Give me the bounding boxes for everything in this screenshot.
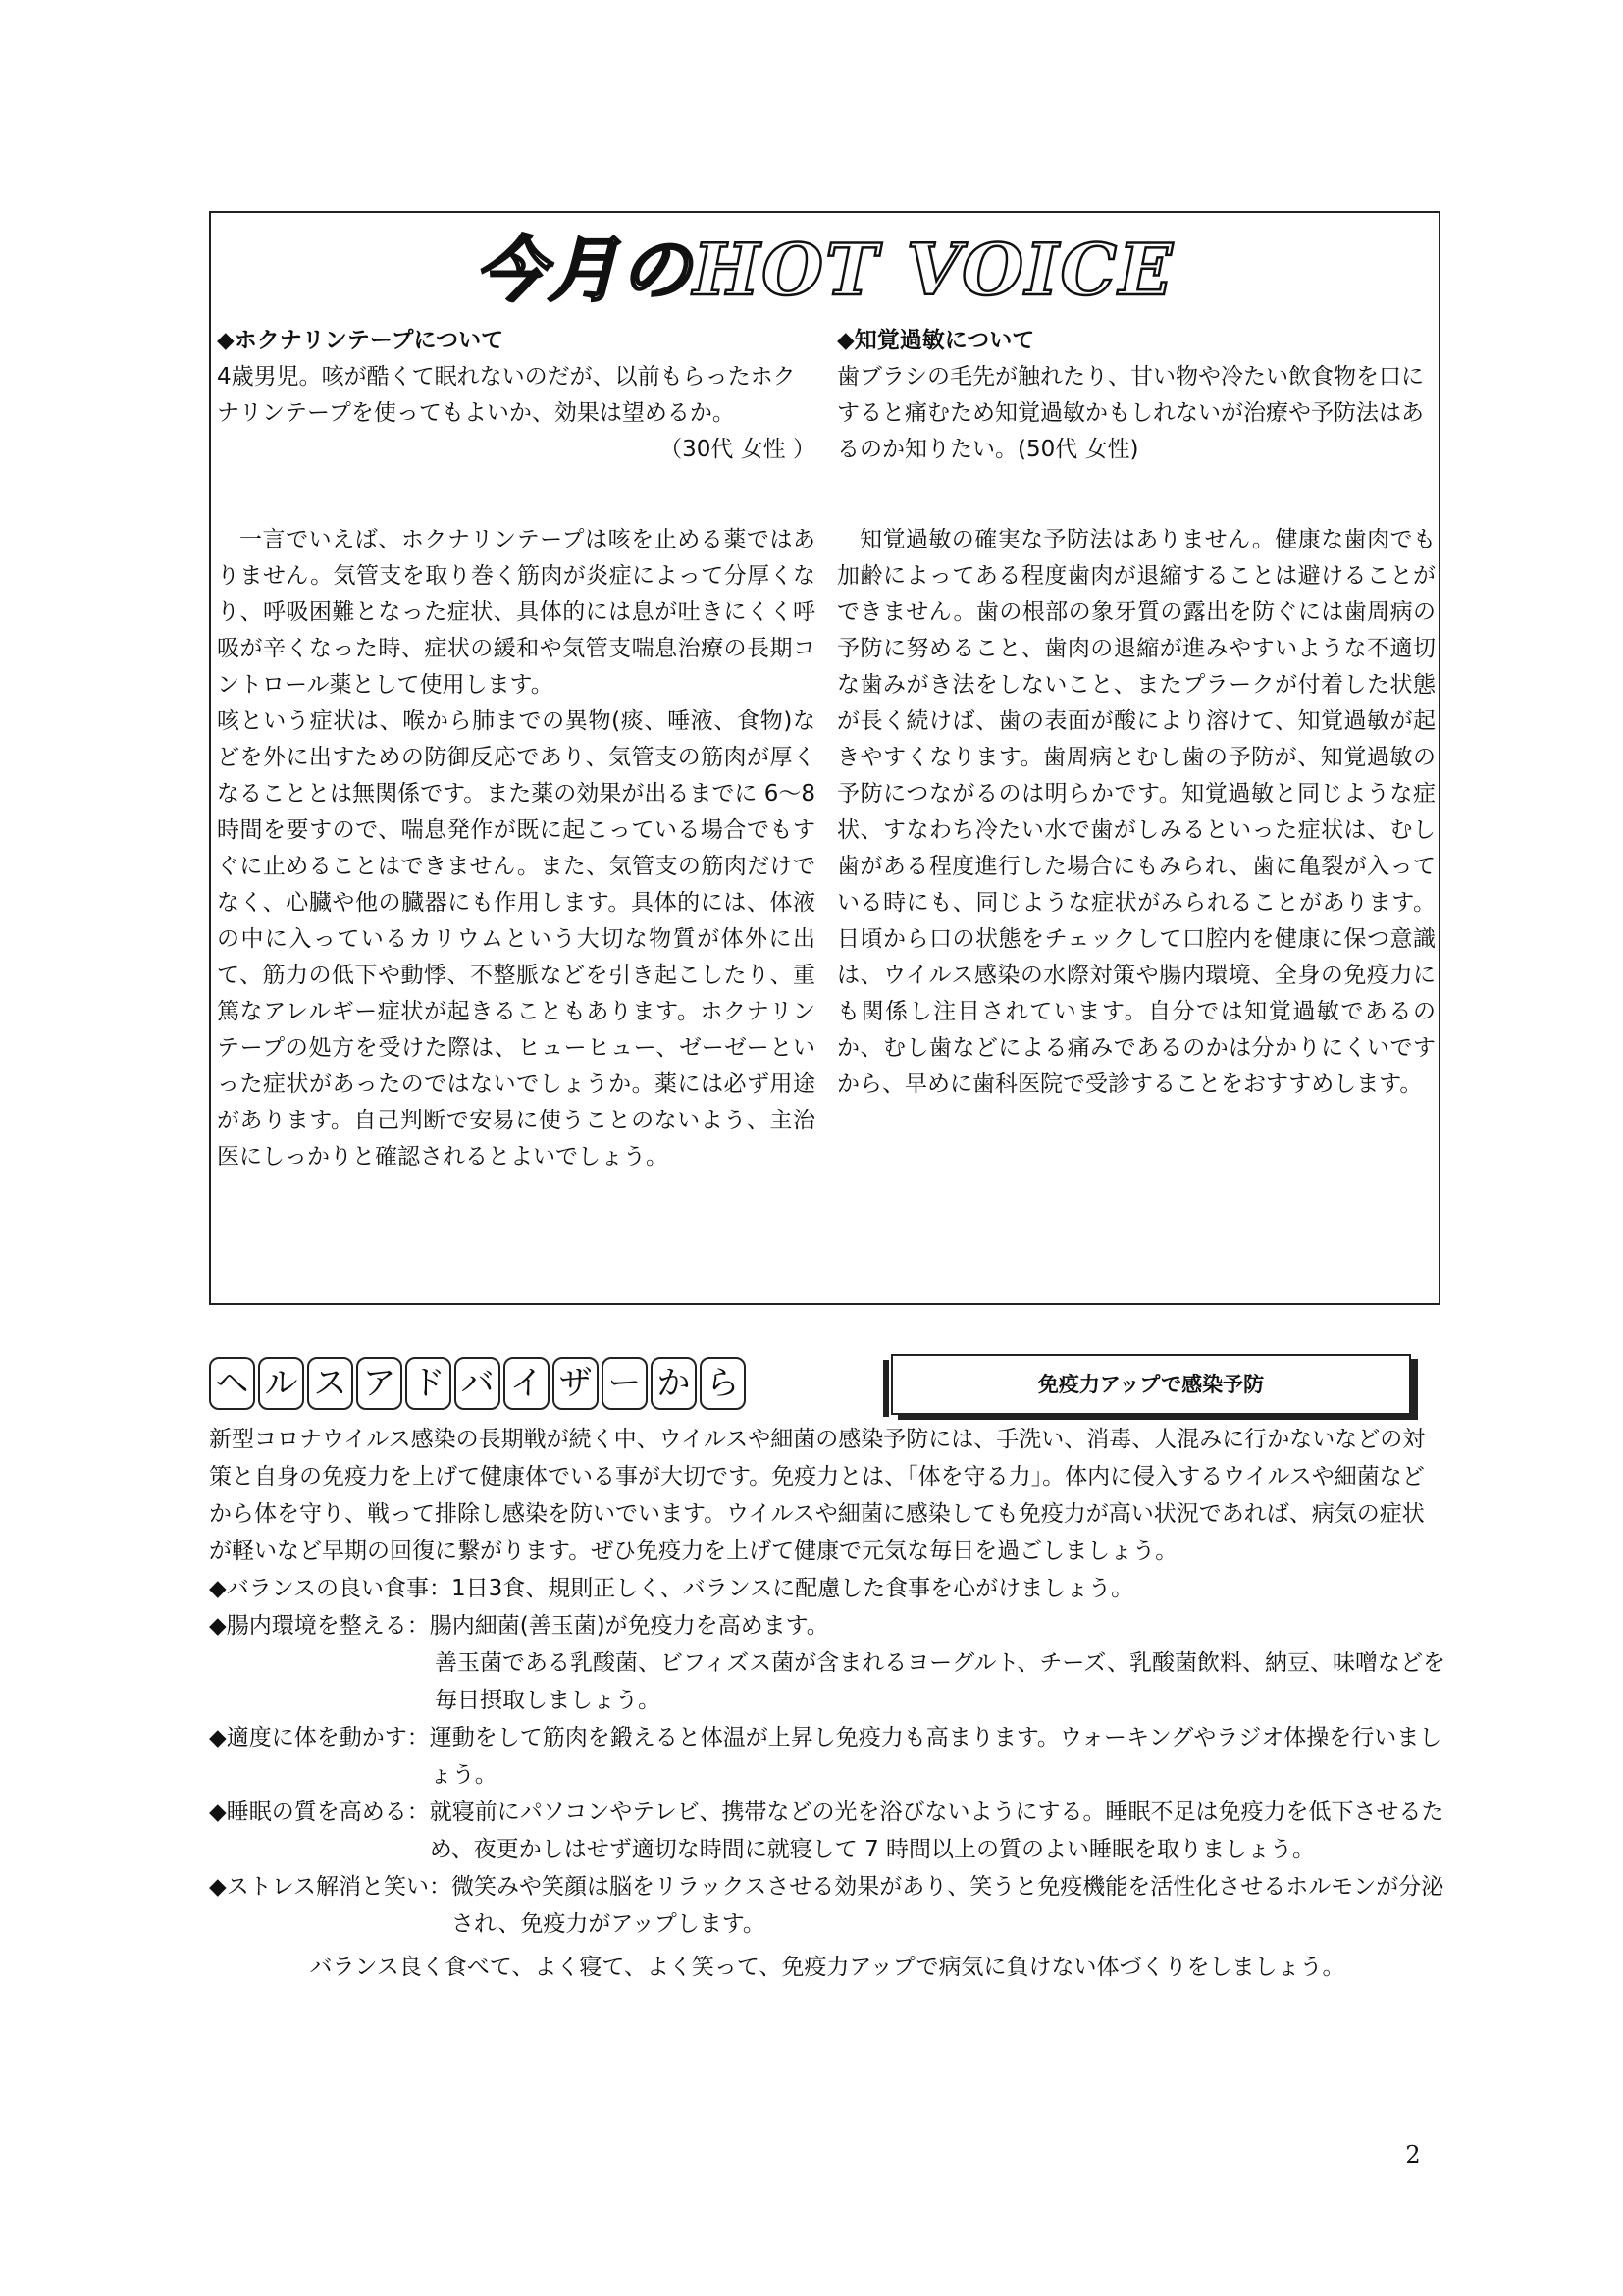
advisor-header-char: バ: [454, 1357, 500, 1410]
advisor-header-char: ザ: [552, 1357, 599, 1410]
advisor-header-char: ー: [602, 1357, 648, 1410]
advisor-item: [209, 1794, 1445, 1868]
advisor-closing: バランス良く食べて、よく寝て、よく笑って、免疫力アップで病気に負けない体づくりをしましょう。: [309, 1955, 1345, 1980]
advisor-item-label: ◆適度に体を動かす：: [209, 1725, 430, 1750]
left-question: [217, 323, 815, 468]
advisor-item-text: 腸内細菌(善玉菌)が免疫力を高めます。: [429, 1613, 829, 1639]
right-heading: ◆知覚過敏について: [837, 328, 1035, 353]
left-heading: ◆ホクナリンテープについて: [217, 328, 504, 353]
advisor-item-text: 1日3食、規則正しく、バランスに配慮した食事を心がけましょう。: [451, 1576, 1134, 1601]
advisor-item: [209, 1719, 1445, 1794]
left-answer-para: 一言でいえば、ホクナリンテープは咳を止める薬ではありません。気管支を取り巻く筋肉が炎症によって分厚くなり、呼吸困難となった症状、具体的には息が吐きにくく呼吸が辛くなった時、症状の緩和や気管支喘息治療の長期コントロール薬として使用します。: [217, 527, 815, 698]
right-question: [837, 323, 1436, 468]
right-answer-para: 知覚過敏の確実な予防法はありません。健康な歯肉でも加齢によってある程度歯肉が退縮することは避けることができません。歯の根部の象牙質の露出を防ぐには歯周病の予防に努めること、歯肉の退縮が進みやすいような不適切な歯みがき法をしないこと、またプラークが付着した状態が長く続けば、歯の表面が酸により溶けて、知覚過敏が起きやすくなります。歯周病とむし歯の予防が、知覚過敏の予防につながるのは明らかです。知覚過敏と同じような症状、すなわち冷たい水で歯がしみるといった症状は、むし歯がある程度進行した場合にもみられ、歯に亀裂が入っている時にも、同じような症状がみられることがあります。日頃から口の状態をチェックして口腔内を健康に保つ意識は、ウイルス感染の水際対策や腸内環境、全身の免疫力にも関係し注目されています。自分では知覚過敏であるのか、むし歯などによる痛みであるのかは分かりにくいですから、早めに歯科医院で受診することをおすすめします。: [837, 527, 1436, 1097]
advisor-item-text: 運動をして筋肉を鍛えると体温が上昇し免疫力も高まります。ウォーキングやラジオ体操を行いましょう。: [429, 1725, 1442, 1788]
page-number: 2: [1405, 2141, 1421, 2168]
hot-voice-box: [209, 211, 1440, 1305]
advisor-item-label: ◆バランスの良い食事：: [209, 1576, 451, 1601]
advisor-header-char: ア: [356, 1357, 402, 1410]
advisor-header-char: ル: [258, 1357, 304, 1410]
hot-voice-title: 今月のHOT VOICE: [475, 228, 1175, 311]
advisor-topic-box: [891, 1354, 1411, 1415]
left-answer: [217, 522, 815, 1175]
advisor-item-label: ◆ストレス解消と笑い：: [209, 1874, 451, 1900]
left-question-text: 4歳男児。咳が酷くて眠れないのだが、以前もらったホクナリンテープを使ってもよいか、効果は望めるか。: [217, 364, 796, 426]
advisor-header-char: ド: [405, 1357, 451, 1410]
advisor-item-label: ◆腸内環境を整える：: [209, 1613, 430, 1639]
advisor-item: [209, 1607, 1445, 1644]
advisor-item: [209, 1570, 1445, 1607]
advisor-item-subtext: 善玉菌である乳酸菌、ビフィズス菌が含まれるヨーグルト、チーズ、乳酸菌飲料、納豆、味噌などを毎日摂取しましょう。: [435, 1650, 1445, 1713]
left-answer-para: 咳という症状は、喉から肺までの異物(痰、唾液、食物)などを外に出すための防御反応であり、気管支の筋肉が厚くなることとは無関係です。また薬の効果が出るまでに 6～8時間を要すので、喘息発作が既に起こっている場合でもすぐに止めることはできません。また、気管支の筋肉だけでなく、心臓や他の臓器にも作用します。具体的には、体液の中に入っているカリウムという大切な物質が体外に出て、筋力の低下や動悸、不整脈などを引き起こしたり、重篤なアレルギー症状が起きることもあります。ホクナリンテープの処方を受けた際は、ヒューヒュー、ゼーゼーといった症状があったのではないでしょうか。薬には必ず用途があります。自己判断で安易に使うことのないよう、主治医にしっかりと確認されるとよいでしょう。: [217, 708, 815, 1170]
left-asker: （30代 女性 ）: [659, 437, 815, 462]
advisor-item-text: 微笑みや笑顔は脳をリラックスさせる効果があり、笑うと免疫機能を活性化させるホルモンが分泌され、免疫力がアップします。: [451, 1874, 1444, 1937]
advisor-body: [209, 1421, 1445, 1986]
advisor-header-char: イ: [503, 1357, 550, 1410]
advisor-intro: 新型コロナウイルス感染の長期戦が続く中、ウイルスや細菌の感染予防には、手洗い、消毒、人混みに行かないなどの対策と自身の免疫力を上げて健康体でいる事が大切です。免疫力とは、「体を守る力」。体内に侵入するウイルスや細菌などから体を守り、戦って排除し感染を防いでいます。ウイルスや細菌に感染しても免疫力が高い状況であれば、病気の症状が軽いなど早期の回復に繋がります。ぜひ免疫力を上げて健康で元気な毎日を過ごしましょう。: [209, 1427, 1426, 1564]
advisor-item-label: ◆睡眠の質を高める：: [209, 1800, 430, 1825]
right-answer: [837, 522, 1436, 1103]
advisor-header-char: か: [651, 1357, 697, 1410]
advisor-header-char: ヘ: [209, 1357, 255, 1410]
advisor-header-char: ス: [307, 1357, 353, 1410]
advisor-header-char: ら: [700, 1357, 746, 1410]
advisor-topic-title: 免疫力アップで感染予防: [1037, 1373, 1265, 1396]
advisor-topic-bar: [883, 1360, 889, 1417]
right-question-text: 歯ブラシの毛先が触れたり、甘い物や冷たい飲食物を口にすると痛むため知覚過敏かもしれないが治療や予防法はあるのか知りたい。(50代 女性): [837, 364, 1424, 462]
advisor-item-text: 就寝前にパソコンやテレビ、携帯などの光を浴びないようにする。睡眠不足は免疫力を低下させるため、夜更かしはせず適切な時間に就寝して 7 時間以上の質のよい睡眠を取りましょう。: [429, 1800, 1444, 1862]
advisor-item: [209, 1868, 1445, 1943]
